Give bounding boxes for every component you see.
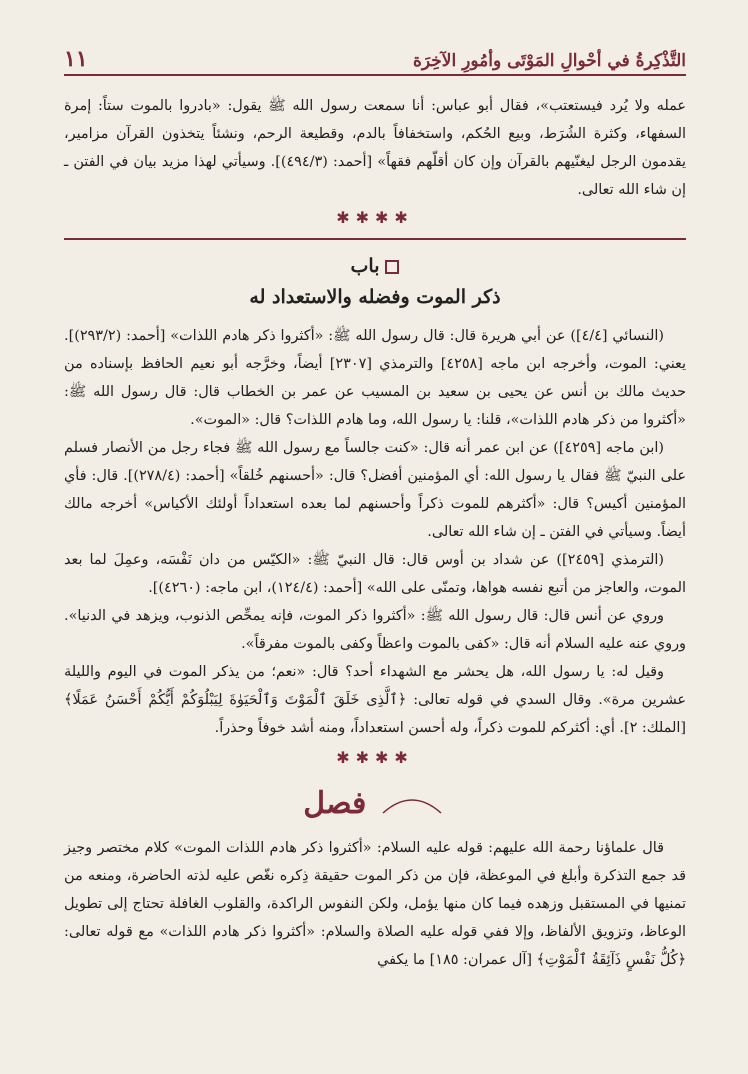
paragraph-commentary: قال علماؤنا رحمة الله عليهم: قوله عليه السلام: «أكثروا ذكر هادم اللذات الموت» كلام مختصر وجيز قد جمع التذكرة وأبلغ في الموعظة، فإن من ذكر الموت حقيقة ذِكره نغّص عليه لذته الحاضرة، ومنعه من تمنيها في المستقبل وزهده فيما كان منها يؤمل، ولكن النفوس الراكدة، والقلوب الغافلة تحتاج إلى تطويل الوعاظ، وتزويق الألفاظ، وإلا ففي قوله عليه الصلاة والسلام: «أكثروا ذكر هادم اللذات» مع قوله تعالى: ﴿كُلُّ نَفْسٍ ذَآئِقَةُ ٱلْمَوْتِ﴾ [آل عمران: ١٨٥] ما يكفي (64, 840, 686, 968)
fasl-word: فصل (303, 786, 367, 821)
paragraph-hadith-1: (النسائي [٤/٤]) عن أبي هريرة قال: قال رسول الله ﷺ: «أكثروا ذكر هادم اللذات» [أحمد: (٢٩٣/٢)]. يعني: الموت، وأخرجه ابن ماجه [٤٢٥٨] والترمذي [٢٣٠٧] أيضاً، وخرَّجه أبو نعيم الحافظ بإسناده من حديث مالك بن أنس عن يحيى بن سعيد بن المسيب عن عمر بن الخطاب قال: قال رسول الله ﷺ: «أكثروا من ذكر هادم اللذات»، قلنا: يا رسول الله، وما هادم اللذات؟ قال: «الموت». (64, 328, 686, 428)
square-bullet-icon (385, 260, 399, 274)
paragraph-hadith-2: (ابن ماجه [٤٢٥٩]) عن ابن عمر أنه قال: «كنت جالساً مع رسول الله ﷺ فجاء رجل من الأنصار فسلم على النبيّ ﷺ فقال يا رسول الله: أي المؤمنين أفضل؟ قال: «أحسنهم خُلقاً» [أحمد: (٢٧٨/٤)]. قال: فأي المؤمنين أكيس؟ قال: «أكثرهم للموت ذكراً وأحسنهم لما بعده استعداداً أولئك الأكياس» أخرجه مالك أيضاً. وسيأتي في الفتن ـ إن شاء الله تعالى. (64, 440, 686, 540)
chapter-rule (64, 238, 686, 240)
paragraph-hadith-5: وقيل له: يا رسول الله، هل يحشر مع الشهداء أحد؟ قال: «نعم؛ من يذكر الموت في اليوم والليلة عشرين مرة». وقال السدي في قوله تعالى: ﴿ٱلَّذِى خَلَقَ ٱلْمَوْتَ وَٱلْحَيَوٰةَ لِيَبْلُوَكُمْ أَيُّكُمْ أَحْسَنُ عَمَلًا﴾ [الملك: ٢]. أي: أكثركم للموت ذكراً، وله أحسن استعداداً، ومنه أشد خوفاً وحذراً. (64, 664, 686, 736)
section-divider-stars-2: ✱✱✱✱ (336, 748, 414, 767)
paragraph-hadith-3: (الترمذي [٢٤٥٩]) عن شداد بن أوس قال: قال النبيّ ﷺ: «الكيّس من دان نَفْسَه، وعمِلَ لما بعد الموت، والعاجز من أتبع نفسه هواها، وتمنّى على الله» [أحمد: (١٢٤/٤)، ابن ماجه: (٤٢٦٠)]. (64, 552, 686, 596)
paragraph-intro: عمله ولا يُرد فيستعتب»، فقال أبو عباس: أنا سمعت رسول الله ﷺ يقول: «بادروا بالموت ستاً: إمرة السفهاء، وكثرة الشُرَط، وبيع الحُكم، واستخفافاً بالدم، وقطيعة الرحم، ونشئاً يتخذون القرآن مزامير، يقدمون الرجل ليغنّيهم بالقرآن وإن كان أقلّهم فقهاً» [أحمد: (٤٩٤/٣)]. وسيأتي لهذا مزيد بيان في الفتن ـ إن شاء الله تعالى. (64, 98, 686, 198)
fasl-ornament-icon (366, 786, 446, 821)
chapter-label (64, 252, 686, 280)
paragraph-hadith-4: وروي عن أنس قال: قال رسول الله ﷺ: «أكثروا ذكر الموت، فإنه يمحِّص الذنوب، ويزهد في الدنيا». وروي عنه عليه السلام أنه قال: «كفى بالموت واعظاً وكفى بالموت مفرقاً». (64, 608, 686, 652)
fasl-heading (64, 778, 686, 830)
section-divider-stars: ✱✱✱✱ (336, 208, 414, 227)
chapter-word: باب (350, 255, 380, 277)
chapter-heading (64, 252, 686, 314)
page-header (64, 40, 686, 76)
running-title: التَّذْكِرةُ في أحْوالِ المَوْتَى وأمُورِ الآخِرَة (413, 51, 686, 71)
page-number: ١١ (64, 46, 88, 72)
chapter-title: ذكر الموت وفضله والاستعداد له (249, 286, 501, 308)
page-content (64, 92, 686, 974)
